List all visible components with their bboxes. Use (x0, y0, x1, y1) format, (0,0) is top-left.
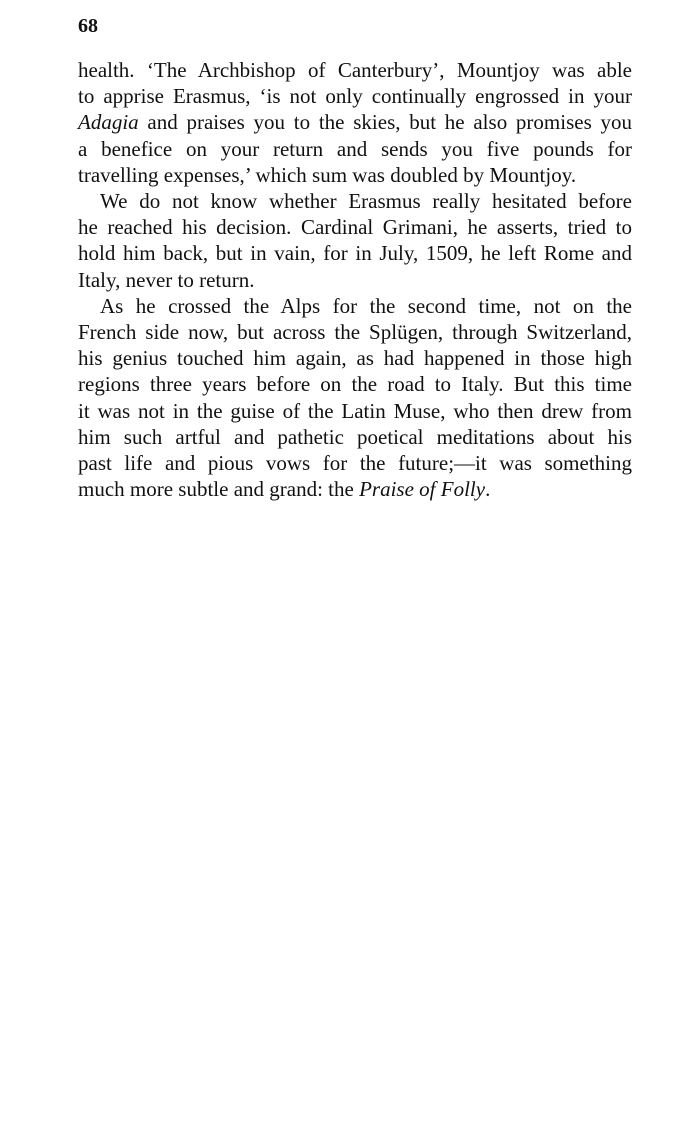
paragraph (78, 57, 632, 188)
text-line (78, 450, 632, 476)
text-line (78, 109, 632, 135)
text-run: We do not know whether Erasmus really hesitated before (100, 189, 632, 214)
text-run: and praises you to the skies, but he also promises you (138, 110, 632, 135)
text-run: it was not in the guise of the Latin Muse, who then drew from (78, 398, 632, 423)
text-line (78, 476, 632, 502)
text-line (78, 136, 632, 162)
text-run: hold him back, but in vain, for in July, 1509, he left Rome and (78, 241, 632, 266)
text-run: As he crossed the Alps for the second time, not on the (100, 293, 632, 318)
text-run: Italy, never to return. (78, 267, 255, 292)
text-line (78, 371, 632, 397)
text-line (78, 83, 632, 109)
italic-title: Adagia (78, 110, 139, 135)
text-line (78, 267, 632, 293)
text-run: a benefice on your return and sends you five pounds for (78, 136, 632, 161)
text-run: travelling expenses,’ which sum was doubled by Mountjoy. (78, 162, 577, 187)
text-run: to apprise Erasmus, ‘is not only continually engrossed in your (78, 84, 632, 109)
text-line (78, 162, 632, 188)
text-line (78, 345, 632, 371)
text-run: past life and pious vows for the future;—it was something (78, 451, 632, 476)
text-run: regions three years before on the road to Italy. But this time (78, 372, 632, 397)
text-line (78, 57, 632, 83)
text-run: much more subtle and grand: the (78, 477, 360, 502)
text-run: his genius touched him again, as had happened in those high (78, 346, 632, 371)
text-run: . (485, 477, 491, 502)
text-line (78, 188, 632, 214)
text-line (78, 424, 632, 450)
paragraph (78, 293, 632, 503)
italic-title: Praise of Folly (359, 477, 486, 502)
text-run: he reached his decision. Cardinal Grimani, he asserts, tried to (78, 215, 632, 240)
text-run: health. ‘The Archbishop of Canterbury’, Mountjoy was able (78, 58, 632, 82)
text-line (78, 319, 632, 345)
text-run: him such artful and pathetic poetical meditations about his (78, 424, 632, 449)
text-run: French side now, but across the Splügen, through Switzerland, (78, 320, 632, 345)
body-text (78, 57, 632, 502)
text-line (78, 240, 632, 266)
text-line (78, 293, 632, 319)
text-line (78, 398, 632, 424)
paragraph (78, 188, 632, 293)
page-number: 68 (78, 15, 98, 37)
text-line (78, 214, 632, 240)
